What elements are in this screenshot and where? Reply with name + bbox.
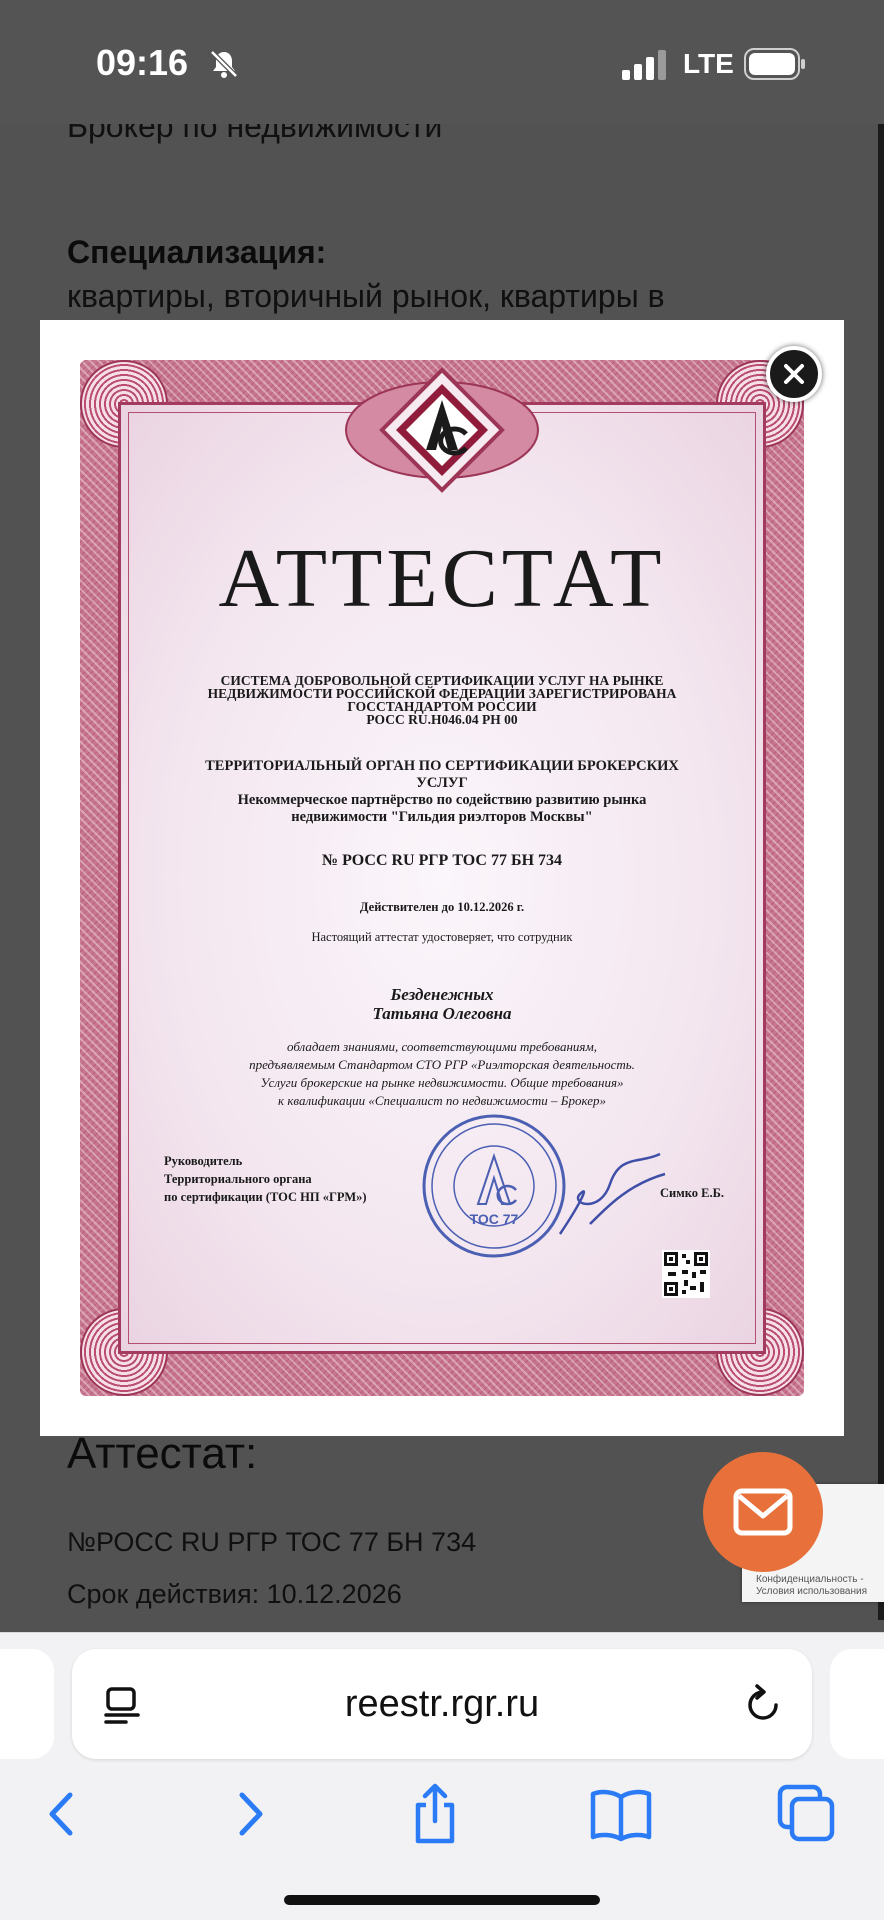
territorial-line: недвижимости "Гильдия риэлторов Москвы" [291, 809, 593, 825]
certificate-intro: Настоящий аттестат удостоверяет, что сотрудник [311, 930, 573, 944]
certificate-modal [40, 320, 844, 1436]
holder-surname: Безденежных [390, 985, 494, 1004]
status-bar [0, 0, 884, 124]
bookmarks-icon[interactable] [588, 1781, 654, 1847]
tabs-icon[interactable] [774, 1781, 840, 1847]
battery-icon [744, 48, 806, 80]
recaptcha-label: Конфиденциальность - Условия использования [756, 1574, 867, 1597]
description-line: обладает знаниями, соответствующими требованиям, [286, 1039, 597, 1054]
signatory-line: Территориального органа [164, 1172, 312, 1186]
signatory-line: Руководитель [164, 1154, 243, 1168]
signatory-line: по сертификации (ТОС НП «ГРМ») [164, 1190, 367, 1204]
close-modal-button[interactable] [766, 346, 822, 402]
certification-system [150, 674, 734, 726]
certificate-number: № РОСС RU РГР ТОС 77 БН 734 [321, 852, 563, 869]
territorial-line: ТЕРРИТОРИАЛЬНЫЙ ОРГАН ПО СЕРТИФИКАЦИИ БРОКЕРСКИХ [205, 758, 679, 774]
forward-icon[interactable] [218, 1781, 284, 1847]
signatory-name: Симко Е.Б. [660, 1186, 725, 1200]
territorial-line: Некоммерческое партнёрство по содействию развитию рынка [237, 792, 647, 808]
browser-toolbar [0, 1632, 884, 1920]
qr-code-icon [662, 1250, 710, 1298]
stamp-center-text: ТОС 77 [469, 1211, 519, 1227]
network-type: LTE [683, 48, 734, 79]
home-indicator[interactable] [284, 1895, 600, 1905]
address-bar[interactable] [72, 1649, 812, 1759]
official-stamp-icon [420, 1112, 568, 1260]
previous-tab-peek[interactable] [0, 1649, 54, 1759]
certificate-valid-until: Действителен до 10.12.2026 г. [359, 900, 525, 914]
signature-icon [550, 1144, 670, 1244]
certificate-image [80, 360, 804, 1396]
system-line: НЕДВИЖИМОСТИ РОССИЙСКОЙ ФЕДЕРАЦИИ ЗАРЕГИСТРИРОВАНА [207, 686, 677, 701]
share-icon[interactable] [402, 1781, 468, 1847]
signatory-title [164, 1152, 434, 1206]
next-tab-peek[interactable] [830, 1649, 884, 1759]
status-time: 09:16 [96, 42, 189, 83]
signal-icon [622, 50, 668, 80]
silent-bell-icon [208, 48, 240, 80]
description-line: предъявляемым Стандартом СТО РГР «Риэлторская деятельность. [249, 1057, 635, 1072]
mail-icon [733, 1488, 793, 1536]
holder-name [150, 985, 734, 1023]
close-icon [782, 362, 806, 386]
back-icon[interactable] [30, 1781, 96, 1847]
reload-icon[interactable] [742, 1683, 784, 1725]
description-line: к квалификации «Специалист по недвижимости – Брокер» [278, 1093, 606, 1108]
system-line: РОСС RU.Н046.04 РН 00 [366, 712, 518, 727]
holder-given-names: Татьяна Олеговна [372, 1004, 512, 1023]
certificate-title: АТТЕСТАТ [218, 532, 666, 625]
qualification-description [150, 1038, 734, 1110]
description-line: Услуги брокерские на рынке недвижимости. Общие требования» [260, 1075, 624, 1090]
guild-logo-icon [342, 364, 542, 494]
url-text[interactable]: reestr.rgr.ru [344, 1683, 540, 1725]
system-line: СИСТЕМА ДОБРОВОЛЬНОЙ СЕРТИФИКАЦИИ УСЛУГ НА РЫНКЕ [220, 673, 664, 688]
territorial-line: УСЛУГ [416, 775, 468, 791]
contact-mail-button[interactable] [703, 1452, 823, 1572]
system-line: ГОССТАНДАРТОМ РОССИИ [347, 699, 537, 714]
territorial-body [150, 758, 734, 826]
